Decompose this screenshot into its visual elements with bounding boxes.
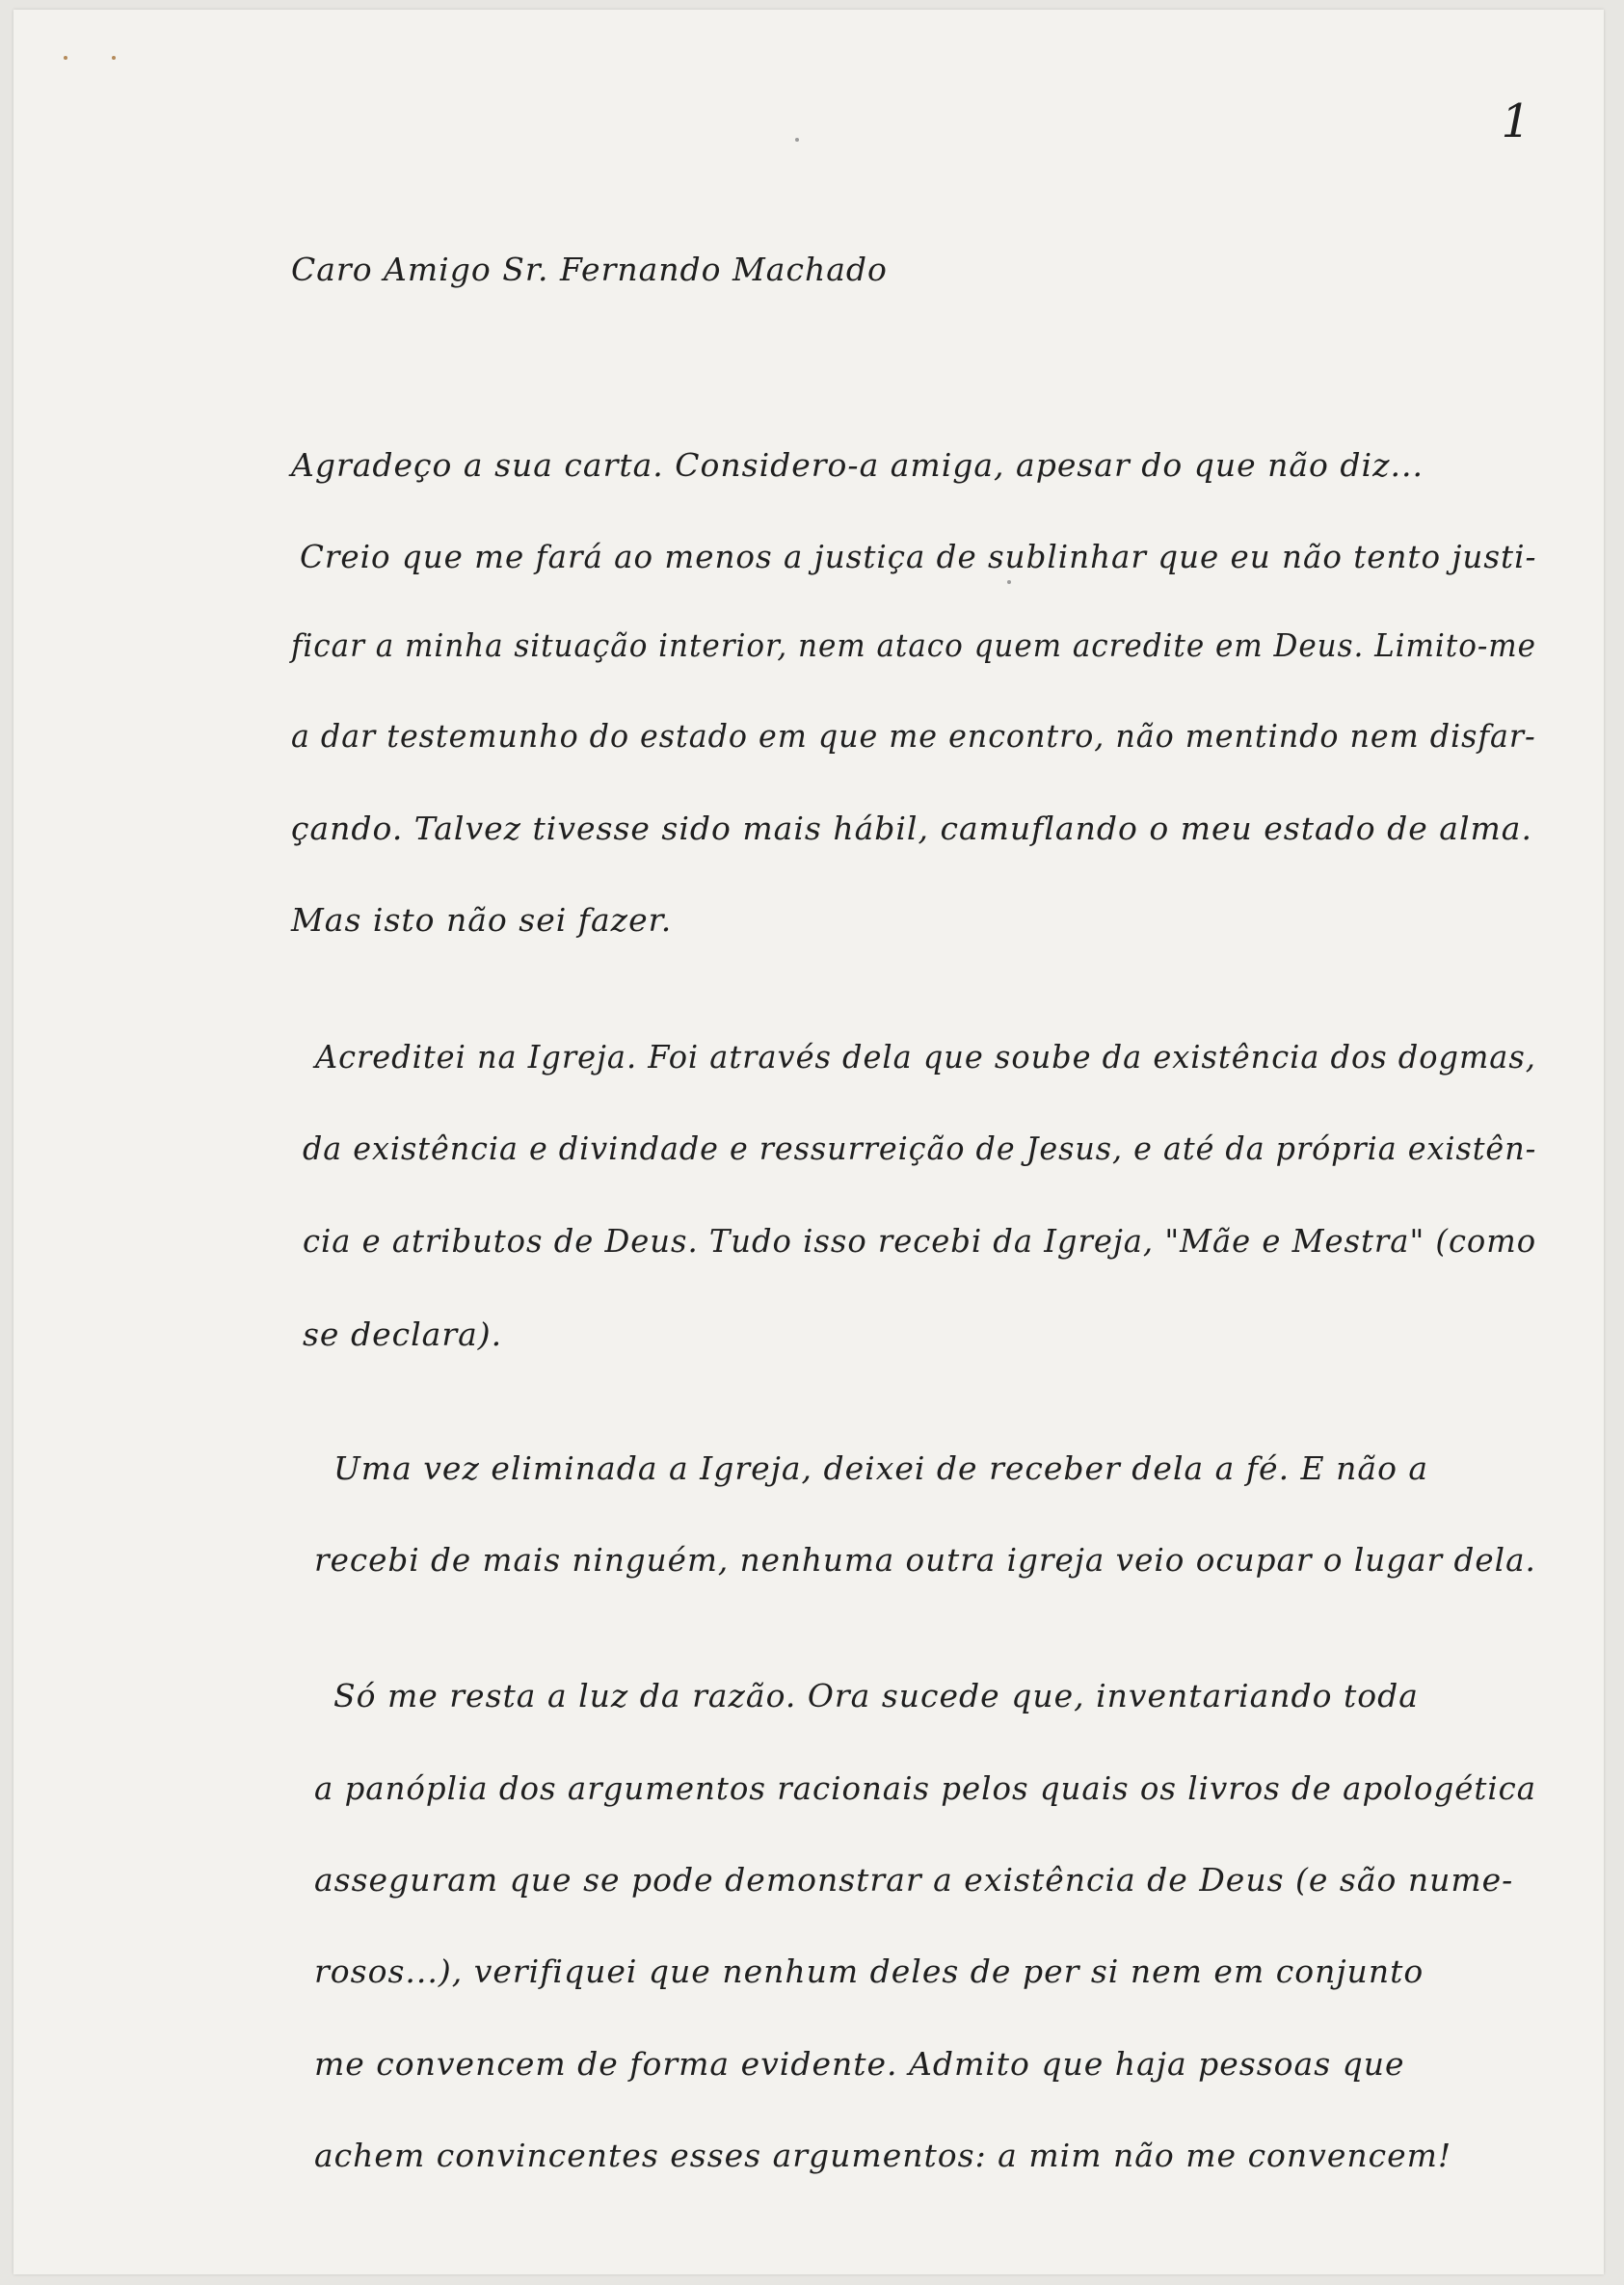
letter-line: a dar testemunho do estado em que me encontro, não mentindo nem disfar- bbox=[291, 717, 1536, 755]
letter-line: se declara). bbox=[303, 1315, 503, 1353]
letter-line: rosos...), verifiquei que nenhum deles de per si nem em conjunto bbox=[314, 1953, 1424, 1990]
paper-speck bbox=[795, 138, 799, 142]
letter-line: Uma vez eliminada a Igreja, deixei de receber dela a fé. E não a bbox=[333, 1449, 1429, 1487]
letter-line: Agradeço a sua carta. Considero-a amiga, apesar do que não diz... bbox=[291, 446, 1424, 484]
letter-line: da existência e divindade e ressurreição de Jesus, e até da própria existên- bbox=[303, 1129, 1537, 1167]
punch-mark bbox=[112, 56, 116, 60]
punch-mark bbox=[64, 56, 67, 60]
letter-line: Só me resta a luz da razão. Ora sucede que, inventariando toda bbox=[333, 1677, 1419, 1714]
letter-line: me convencem de forma evidente. Admito que haja pessoas que bbox=[314, 2045, 1405, 2083]
letter-line: recebi de mais ninguém, nenhuma outra igreja veio ocupar o lugar dela. bbox=[314, 1541, 1536, 1579]
letter-line: çando. Talvez tivesse sido mais hábil, camuflando o meu estado de alma. bbox=[291, 810, 1532, 847]
letter-line: ficar a minha situação interior, nem ataco quem acredite em Deus. Limito-me bbox=[291, 626, 1536, 664]
letter-line: achem convincentes esses argumentos: a mim não me convencem! bbox=[314, 2137, 1452, 2174]
letter-line: Acreditei na Igreja. Foi através dela que soube da existência dos dogmas, bbox=[315, 1038, 1536, 1076]
letter-line: asseguram que se pode demonstrar a existência de Deus (e são nume- bbox=[314, 1861, 1514, 1899]
page-number: 1 bbox=[1501, 94, 1531, 148]
letter-page bbox=[13, 10, 1604, 2274]
letter-line: a panóplia dos argumentos racionais pelos quais os livros de apologética bbox=[314, 1769, 1537, 1807]
letter-line: Creio que me fará ao menos a justiça de sublinhar que eu não tento justi- bbox=[300, 538, 1537, 575]
paper-speck bbox=[1007, 580, 1011, 584]
salutation: Caro Amigo Sr. Fernando Machado bbox=[291, 251, 888, 288]
letter-line: Mas isto não sei fazer. bbox=[291, 901, 673, 939]
letter-line: cia e atributos de Deus. Tudo isso recebi da Igreja, "Mãe e Mestra" (como bbox=[303, 1222, 1537, 1260]
